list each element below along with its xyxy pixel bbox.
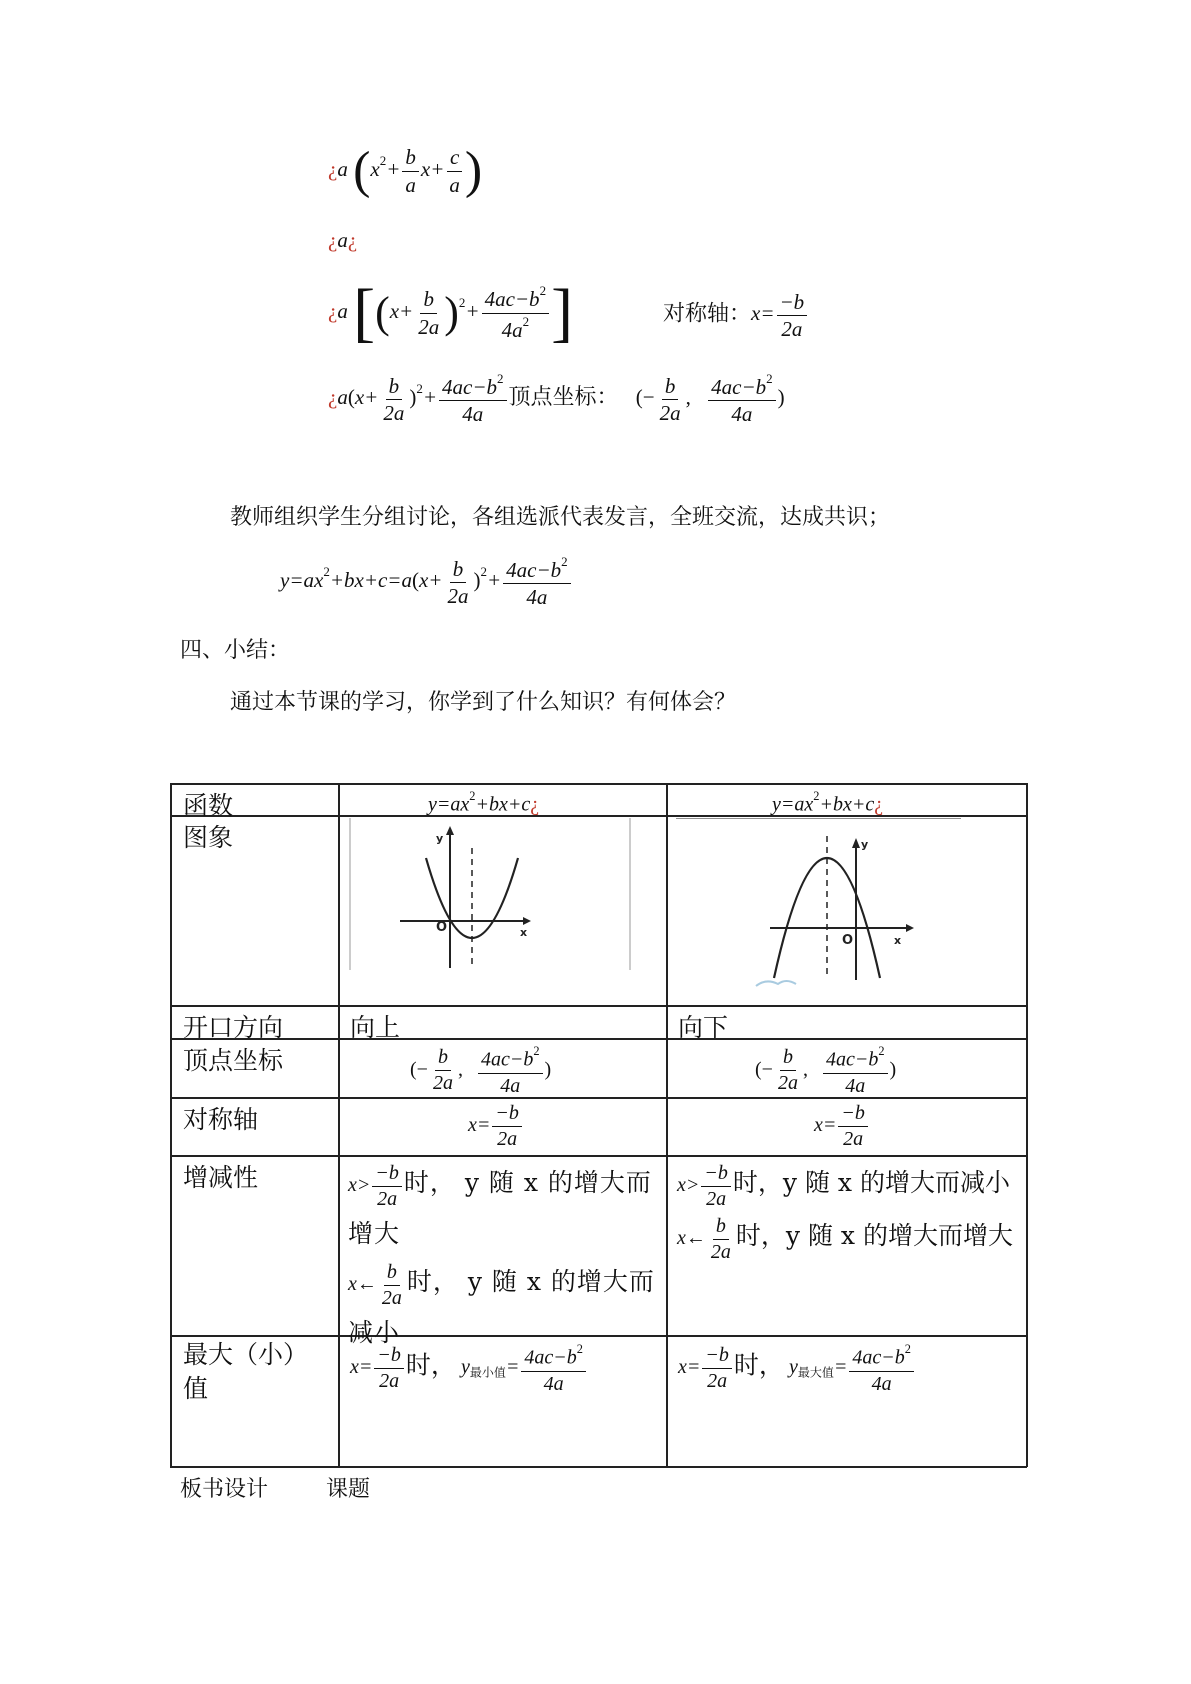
table-row-extreme-label: 最大（小） 值 xyxy=(183,1340,309,1403)
axis-of-symmetry-formula: 对称轴：x= $\frac{-b}{2a}$ xyxy=(663,290,809,341)
vertex-value-right: (− $\frac{b}{2a}$ , $\frac{4ac-b^2}{4a}$ ) xyxy=(755,1044,897,1097)
table-row-image-label: 图象 xyxy=(183,823,234,852)
graph-parabola-down xyxy=(676,818,986,988)
x-axis-arrow xyxy=(523,917,531,925)
vertex-form-equation: $y=ax^2+bx+c=a(x+$ $\frac{b}{2a}$ )$^2$+ $\frac{4ac-b^2}{4a}$ xyxy=(280,555,573,609)
x-label: x xyxy=(520,926,528,939)
y-label: y xyxy=(436,832,444,845)
board-design-label: 板书设计 xyxy=(180,1477,269,1502)
derivation-line-1: ¿a ($x^2+$ $\frac{b}{a}$ x+ $\frac{c}{a}$ ) xyxy=(328,142,483,199)
y-axis-arrow xyxy=(852,838,860,848)
y-axis-arrow xyxy=(446,826,454,835)
derivation-line-2: ¿a¿ xyxy=(328,228,358,252)
table-row-function-label: 函数 xyxy=(183,791,234,820)
extreme-value-right: x= $\frac{-b}{2a}$ 时， $y_{最大值}=$ $\frac{4ac-b^2}{4a}$ xyxy=(678,1342,916,1396)
x-axis-arrow xyxy=(906,924,914,932)
monotonic-left: x> $\frac{-b}{2a}$ 时， y 随 x 的增大而增大 x← $\frac{b}{2a}$ 时， y 随 x 的增大而减小 xyxy=(348,1161,655,1347)
x-label: x xyxy=(894,934,902,947)
table-row-opening-label: 开口方向 xyxy=(183,1013,284,1042)
axis-value-left: x= $\frac{-b}{2a}$ xyxy=(468,1102,524,1151)
scan-artifact xyxy=(756,981,796,986)
extreme-value-left: x= $\frac{-b}{2a}$ 时， $y_{最小值}=$ $\frac{4ac-b^2}{4a}$ xyxy=(350,1342,588,1396)
axis-value-right: x= $\frac{-b}{2a}$ xyxy=(814,1102,870,1151)
y-label: y xyxy=(861,838,869,851)
origin-label: O xyxy=(436,920,448,935)
monotonic-right: x> $\frac{-b}{2a}$ 时，y 随 x 的增大而减小 x← $\frac{b}{2a}$ 时，y 随 x 的增大而增大 xyxy=(677,1161,1013,1263)
mono-right-lt-text: 时，y 随 x 的增大而增大 xyxy=(735,1220,1013,1250)
origin-label: O xyxy=(842,933,854,948)
discussion-paragraph: 教师组织学生分组讨论，各组选派代表发言，全班交流，达成共识； xyxy=(230,505,891,530)
mono-right-gt-text: 时，y 随 x 的增大而减小 xyxy=(732,1168,1010,1197)
derivation-line-3: ¿a [(x+ $\frac{b}{2a}$ )$^2$+ $\frac{4ac-b^2}{4a^2}$ ] xyxy=(328,276,574,349)
mono-left-gt-text: 时， y 随 x 的增大而增大 xyxy=(348,1168,652,1248)
table-row-vertex-label: 顶点坐标 xyxy=(183,1046,284,1075)
topic-label: 课题 xyxy=(326,1477,371,1502)
table-function-left: $y=ax^2+bx+c¿$ xyxy=(428,789,540,816)
graph-parabola-up xyxy=(348,818,633,973)
opening-up-value: 向上 xyxy=(350,1013,401,1042)
derivation-line-4: ¿a(x+ $\frac{b}{2a}$ )$^2$+ $\frac{4ac-b^2}{4a}$ 顶点坐标： (− $\frac{b}{2a}$ , $\frac{4ac-b^2}{4a}$ ) xyxy=(328,371,785,427)
table-row-axis-label: 对称轴 xyxy=(183,1105,259,1134)
mono-left-lt-text: 时， y 随 x 的增大而减小 xyxy=(348,1266,655,1347)
section-four-heading: 四、小结： xyxy=(180,638,291,663)
table-row-monotonic-label: 增减性 xyxy=(183,1163,259,1192)
opening-down-value: 向下 xyxy=(678,1013,729,1042)
summary-question: 通过本节课的学习，你学到了什么知识？有何体会？ xyxy=(230,690,737,715)
vertex-value-left: (− $\frac{b}{2a}$ , $\frac{4ac-b^2}{4a}$ ) xyxy=(410,1044,552,1097)
table-function-right: $y=ax^2+bx+c¿$ xyxy=(772,789,884,816)
